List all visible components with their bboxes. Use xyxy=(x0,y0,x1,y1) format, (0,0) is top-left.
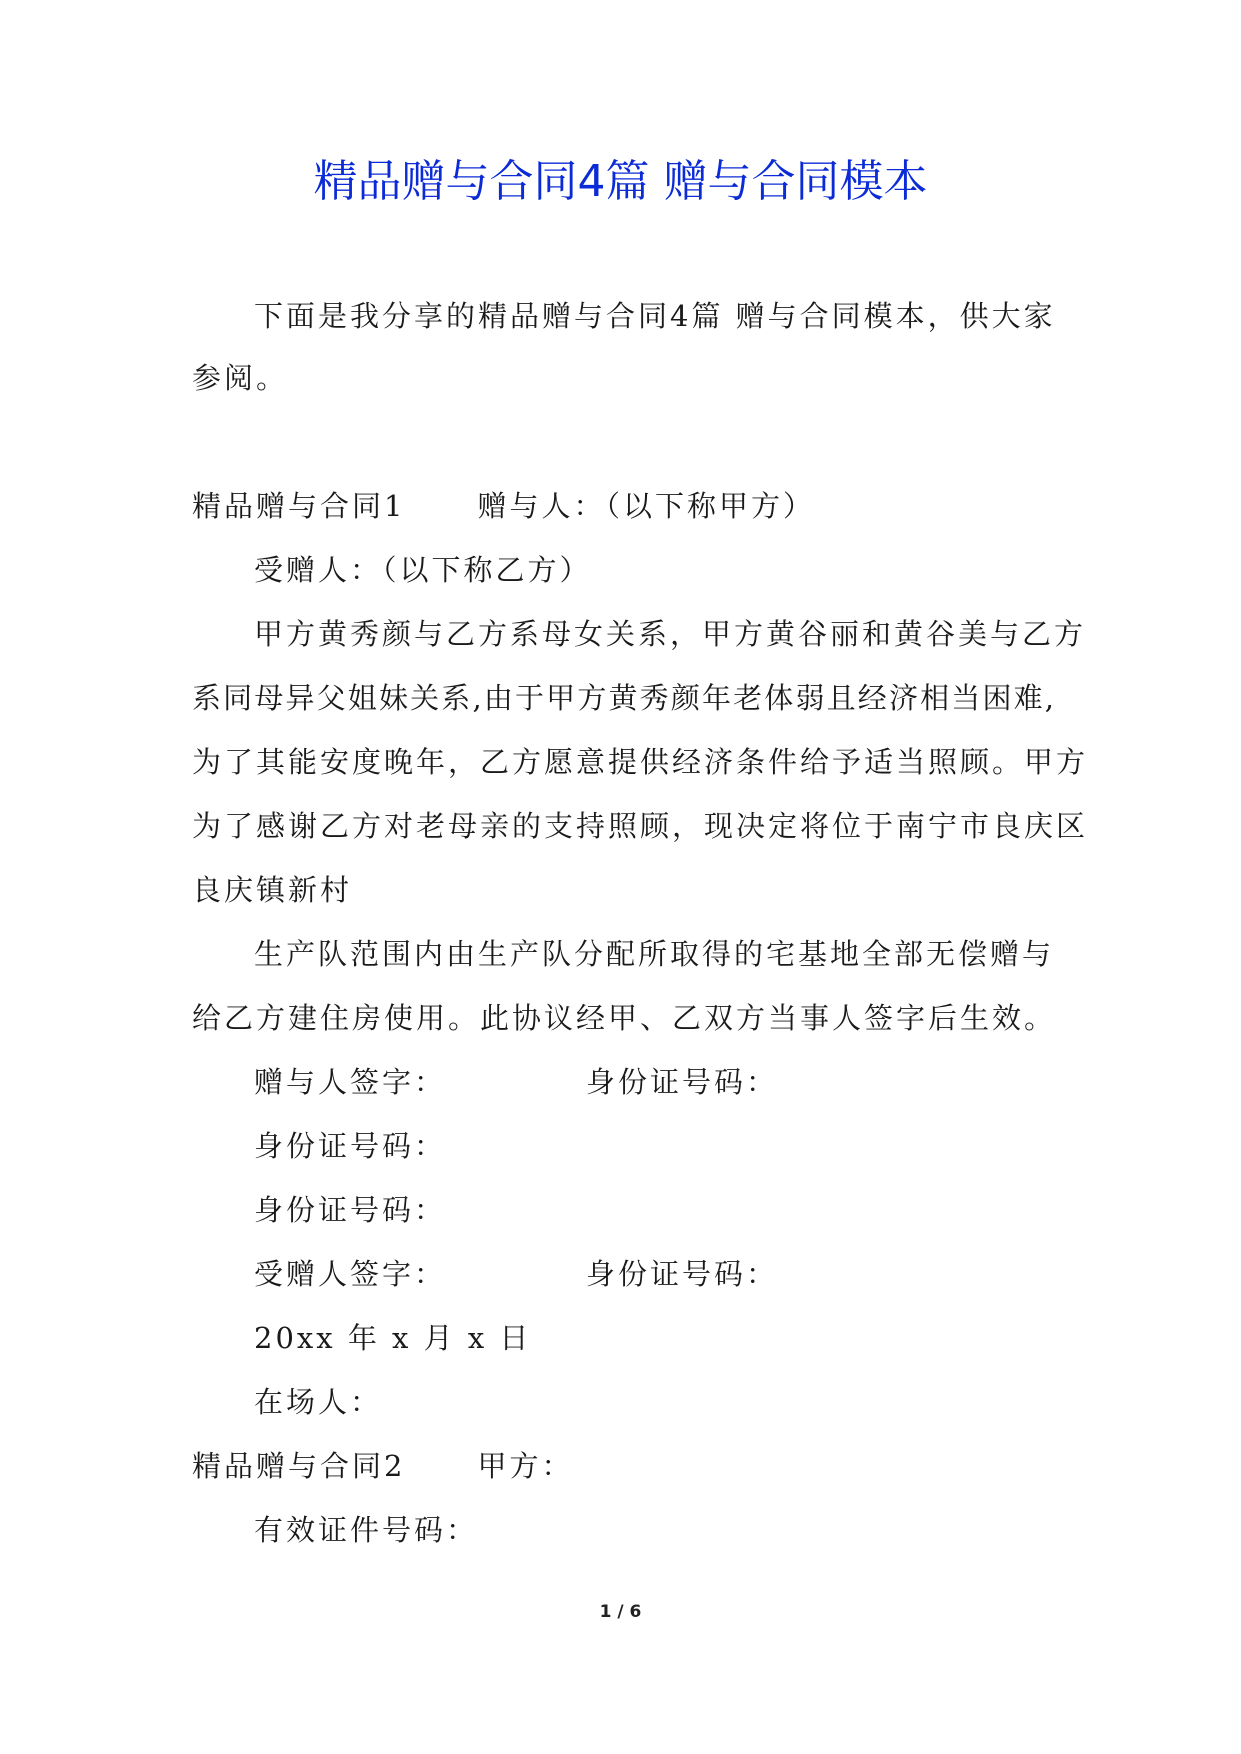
contract1-para1-line1: 甲方黄秀颜与乙方系母女关系，甲方黄谷丽和黄谷美与乙方 xyxy=(254,617,1087,651)
contract1-para2-line1: 生产队范围内由生产队分配所取得的宅基地全部无偿赠与 xyxy=(254,937,1055,971)
donor-id-label: 身份证号码： xyxy=(586,1065,779,1099)
contract1-para2-line2: 给乙方建住房使用。此协议经甲、乙双方当事人签字后生效。 xyxy=(192,1001,1057,1035)
intro-line-2: 参阅。 xyxy=(192,361,289,395)
contract1-para1-line2 xyxy=(192,678,1054,718)
contract1-para1-line4: 为了感谢乙方对老母亲的支持照顾，现决定将位于南宁市良庆区 xyxy=(192,809,1089,843)
id-number-label-3: 身份证号码： xyxy=(254,1193,447,1227)
contract1-donor-sign-line xyxy=(254,1062,778,1102)
contract1-heading: 精品赠与合同1 xyxy=(192,489,406,523)
intro-text-1: 下面是我分享的精品赠与合同4篇 赠与合同模本，供大家 xyxy=(254,299,1056,333)
contract1-para1-line2-text: 系同母异父姐妹关系,由于甲方黄秀颜年老体弱且经济相当困难, xyxy=(192,681,1054,715)
intro-line-1 xyxy=(254,296,1056,336)
document-title: 精品赠与合同4篇 赠与合同模本 xyxy=(313,156,928,207)
donor-sign-label: 赠与人签字： xyxy=(254,1065,447,1099)
contract1-para1-line5: 良庆镇新村 xyxy=(192,873,353,907)
contract2-id-label: 有效证件号码： xyxy=(254,1513,479,1547)
contract2-heading-line xyxy=(192,1446,573,1486)
contract2-party-a: 甲方： xyxy=(477,1449,574,1483)
contract1-para1-line3: 为了其能安度晚年，乙方愿意提供经济条件给予适当照顾。甲方 xyxy=(192,745,1089,779)
contract1-witness: 在场人： xyxy=(254,1385,383,1419)
donee-sign-label: 受赠人签字： xyxy=(254,1257,447,1291)
donee-id-label: 身份证号码： xyxy=(586,1257,779,1291)
contract1-date: 20xx 年 x 月 x 日 xyxy=(254,1321,532,1355)
page-number: 1 / 6 xyxy=(599,1602,642,1622)
contract2-heading: 精品赠与合同2 xyxy=(192,1449,406,1483)
contract1-heading-line xyxy=(192,486,815,526)
contract1-donee-sign-line xyxy=(254,1254,778,1294)
id-number-label-2: 身份证号码： xyxy=(254,1129,447,1163)
contract1-donee: 受赠人：（以下称乙方） xyxy=(254,553,592,587)
contract1-donor: 赠与人：（以下称甲方） xyxy=(477,489,815,523)
